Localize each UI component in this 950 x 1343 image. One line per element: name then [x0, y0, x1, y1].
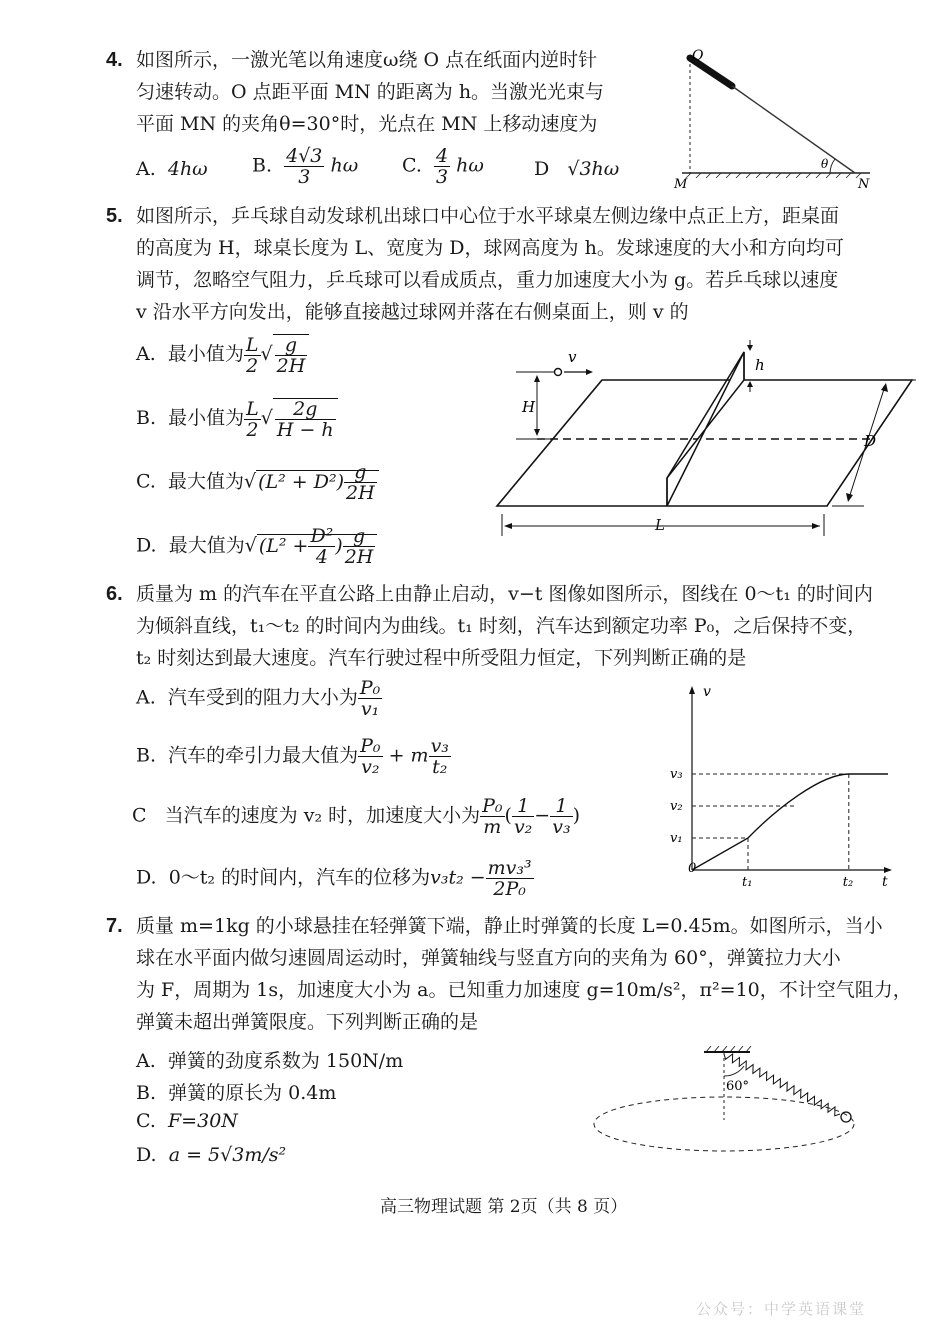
q5-option-b: B. 最小值为 $\frac{L}{2}$ √ $\frac{2g}{H - h}$ [136, 398, 338, 440]
q5-table-figure [492, 338, 922, 550]
q6-y-tick-v1: v₁ [670, 831, 683, 846]
q6-option-c: C 当汽车的速度为 v₂ 时，加速度大小为 $\frac{\text{P₀}}{m}$ ( $\frac{1}{\text{v₂}}$ − $\frac{1}{\text{v₃}}$ ) [132, 795, 580, 838]
q6-number: 6. [106, 583, 123, 605]
q7-spring-figure [586, 1040, 886, 1160]
q7-line-1: 质量 m=1kg 的小球悬挂在轻弹簧下端，静止时弹簧的长度 L=0.45m。如图所示，当小 [136, 915, 883, 937]
q4-number: 4. [106, 49, 123, 71]
q5-option-c: C. 最大值为√ (L² + D²) $\frac{g}{2H}$ [136, 462, 379, 503]
q4-laser-beam [732, 86, 855, 173]
q5-label-h: h [755, 356, 765, 374]
q5-number: 5. [106, 205, 123, 227]
q4-option-b: B. $\frac{4√3}{3}$ hω [252, 145, 359, 188]
q4-option-a: A. 4hω [136, 158, 208, 180]
q6-x-tick-t1: t₁ [742, 875, 753, 890]
q7-option-a: A. 弹簧的劲度系数为 150N/m [136, 1050, 404, 1072]
q7-line-3: 为 F，周期为 1s，加速度大小为 a。已知重力加速度 g=10m/s²，π²=10，不计空气阻力， [136, 979, 912, 1001]
q7-option-b: B. 弹簧的原长为 0.4m [136, 1082, 337, 1104]
q5-table-top [497, 380, 912, 506]
q7-line-2: 球在水平面内做匀速圆周运动时，弹簧轴线与竖直方向的夹角为 60°，弹簧拉力大小 [136, 947, 841, 969]
q4-surface-hatch [686, 173, 861, 178]
q4-option-d: D √3hω [534, 158, 620, 180]
q4-label-n: N [858, 177, 870, 192]
q5-net-face [667, 352, 744, 506]
q5-line-4: v 沿水平方向发出，能够直接越过球网并落在右侧桌面上，则 v 的 [136, 301, 689, 323]
q5-label-v: v [568, 348, 577, 366]
q6-line-3: t₂ 时刻达到最大速度。汽车行驶过程中所受阻力恒定，下列判断正确的是 [136, 647, 747, 669]
q6-vt-curve [692, 774, 888, 870]
q5-ball [555, 369, 562, 376]
q6-option-a: A. 汽车受到的阻力大小为 $\frac{\text{P₀}}{\text{v₁}}$ [136, 677, 381, 720]
q6-x-tick-0: 0 [688, 861, 697, 876]
q4-laser-figure [672, 40, 882, 192]
q5-option-a: A. 最小值为 $\frac{L}{2}$ √ $\frac{g}{2H}$ [136, 334, 309, 376]
q7-ball [841, 1112, 851, 1122]
q5-line-1: 如图所示，乒乓球自动发球机出球口中心位于水平球桌左侧边缘中点正上方，距桌面 [136, 205, 840, 227]
q4-line-3: 平面 MN 的夹角θ=30°时，光点在 MN 上移动速度为 [136, 113, 598, 135]
q6-y-tick-v2: v₂ [670, 799, 683, 814]
q6-guide-lines [692, 774, 849, 870]
q7-angle-label: 60° [726, 1079, 750, 1094]
q7-number: 7. [106, 915, 123, 937]
page-footer: 高三物理试题 第 2页（共 8 页） [380, 1197, 628, 1217]
q4-line-2: 匀速转动。O 点距平面 MN 的距离为 h。当激光光束与 [136, 81, 605, 103]
q6-vt-chart [668, 682, 900, 890]
q5-label-L: L [655, 516, 665, 534]
q6-line-2: 为倾斜直线，t₁～t₂ 的时间内为曲线。t₁ 时刻，汽车达到额定功率 P₀，之后保持不变， [136, 615, 867, 637]
q5-label-H: H [522, 398, 536, 416]
q4-angle-arc [830, 159, 835, 173]
q6-y-tick-v3: v₃ [670, 767, 683, 782]
q6-x-tick-t2: t₂ [842, 875, 854, 890]
q5-option-d: D. 最大值为√ (L² + $\frac{\text{D²}}{4}$ ) $\frac{g}{2H}$ [136, 526, 377, 567]
q6-option-d: D. 0～t₂ 的时间内，汽车的位移为v₃t₂ − $\frac{\text{mv₃³}}{\text{2P₀}}$ [136, 857, 532, 900]
q4-label-o: O [692, 48, 704, 64]
q6-x-axis-label: t [882, 874, 888, 890]
watermark: 公众号：中学英语课堂 [696, 1300, 867, 1318]
q6-line-1: 质量为 m 的汽车在平直公路上由静止启动，v−t 图像如图所示，图线在 0～t₁ 的时间内 [136, 583, 873, 605]
q6-y-axis-label: v [703, 684, 711, 700]
q4-option-c: C. $\frac{4}{3}$ hω [402, 145, 484, 188]
q6-option-b: B. 汽车的牵引力最大值为 $\frac{\text{P₀}}{\text{v₂}}$ + m $\frac{\text{v₃}}{\text{t₂}}$ [136, 735, 449, 778]
q7-option-c: C. F=30N [136, 1110, 238, 1132]
q4-line-1: 如图所示，一激光笔以角速度ω绕 O 点在纸面内逆时针 [136, 49, 598, 71]
q5-label-D: D [864, 432, 877, 450]
q4-label-m: M [674, 177, 688, 192]
q7-option-d: D. a = 5√3m/s² [136, 1144, 287, 1166]
q4-label-theta: θ [821, 157, 829, 171]
q5-line-3: 调节，忽略空气阻力，乒乓球可以看成质点，重力加速度大小为 g。若乒乓球以速度 [136, 269, 839, 291]
q5-line-2: 的高度为 H，球桌长度为 L、宽度为 D，球网高度为 h。发球速度的大小和方向均可 [136, 237, 844, 259]
q7-line-4: 弹簧未超出弹簧限度。下列判断正确的是 [136, 1011, 479, 1033]
